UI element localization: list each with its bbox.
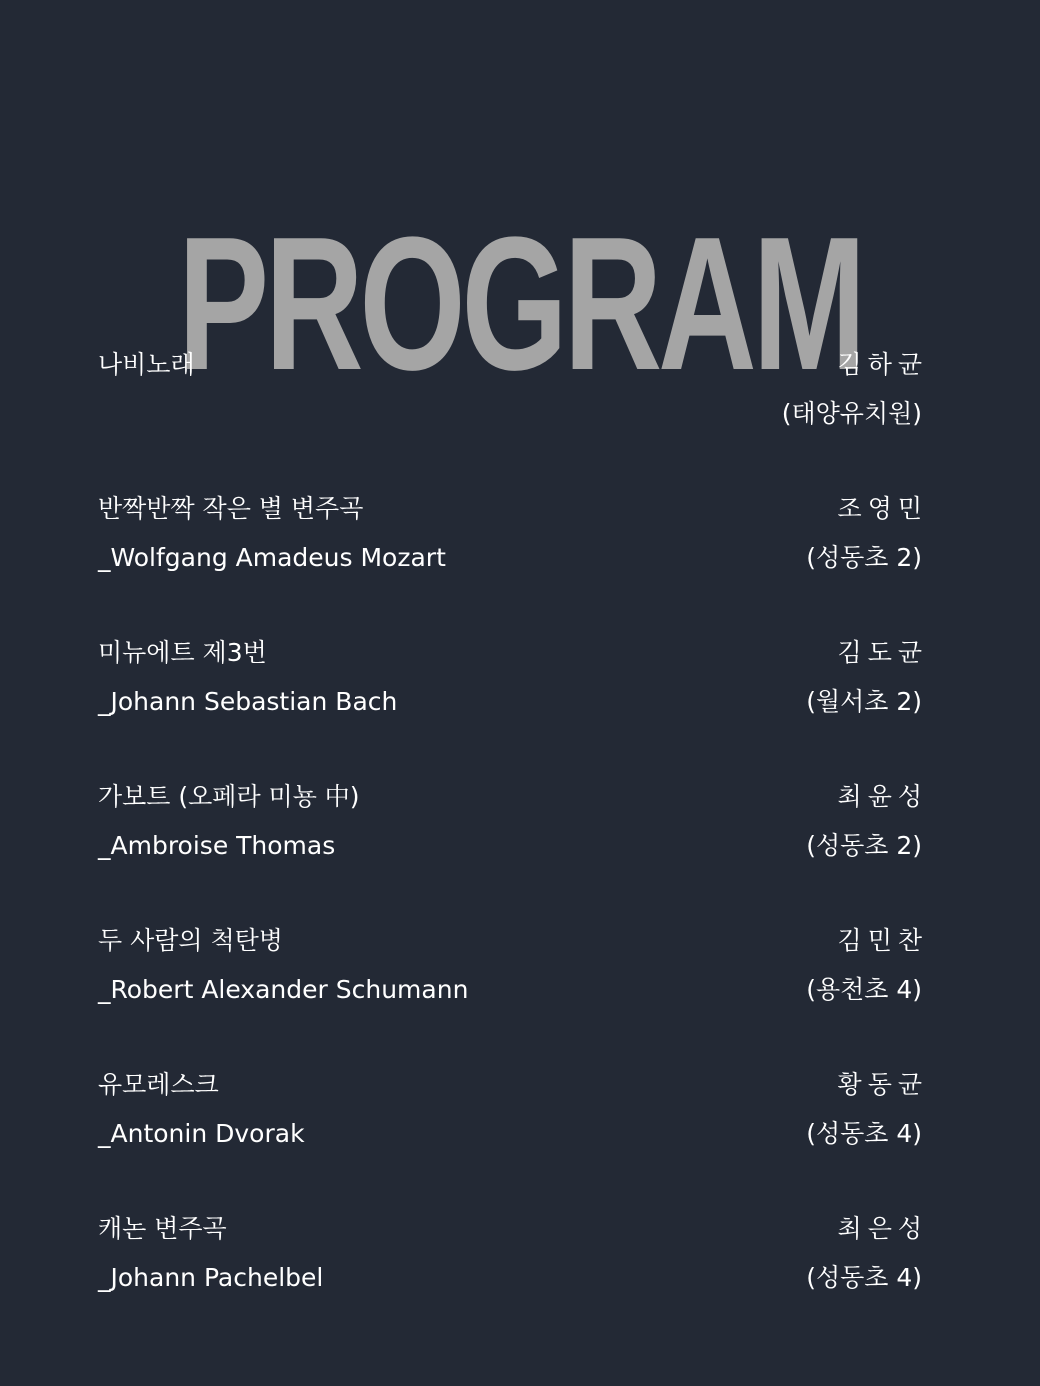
performer-name: 최은성: [837, 1214, 928, 1243]
program-list: [98, 340, 928, 1348]
program-entry: [98, 340, 928, 484]
piece-title: 두 사람의 척탄병: [98, 926, 283, 955]
piece-title: 나비노래: [98, 350, 195, 379]
program-entry: [98, 772, 928, 916]
performer-school: (월서초 2): [806, 687, 922, 716]
performer-school: (성동초 4): [806, 1263, 922, 1292]
program-entry: [98, 484, 928, 628]
performer-name: 김민찬: [837, 926, 928, 955]
performer-school: (태양유치원): [781, 399, 922, 428]
performer-school: (용천초 4): [806, 975, 922, 1004]
performer-name: 김도균: [837, 638, 928, 667]
program-entry: [98, 916, 928, 1060]
composer-name: _Antonin Dvorak: [98, 1119, 305, 1148]
composer-name: _Ambroise Thomas: [98, 831, 336, 860]
composer-name: _Johann Sebastian Bach: [98, 687, 398, 716]
performer-name: 최윤성: [837, 782, 928, 811]
piece-title: 미뉴에트 제3번: [98, 638, 267, 667]
program-entry: [98, 628, 928, 772]
piece-title: 캐논 변주곡: [98, 1214, 227, 1243]
performer-name: 김하균: [837, 350, 928, 379]
performer-school: (성동초 2): [806, 543, 922, 572]
program-entry: [98, 1060, 928, 1204]
piece-title: 가보트 (오페라 미뇽 中): [98, 782, 360, 811]
page-title: PROGRAM: [177, 198, 863, 411]
composer-name: _Johann Pachelbel: [98, 1263, 324, 1292]
composer-name: _Robert Alexander Schumann: [98, 975, 469, 1004]
performer-name: 황동균: [837, 1070, 928, 1099]
piece-title: 유모레스크: [98, 1070, 219, 1099]
performer-school: (성동초 4): [806, 1119, 922, 1148]
performer-school: (성동초 2): [806, 831, 922, 860]
program-entry: [98, 1204, 928, 1348]
composer-name: _Wolfgang Amadeus Mozart: [98, 543, 446, 572]
piece-title: 반짝반짝 작은 별 변주곡: [98, 494, 364, 523]
performer-name: 조영민: [837, 494, 928, 523]
